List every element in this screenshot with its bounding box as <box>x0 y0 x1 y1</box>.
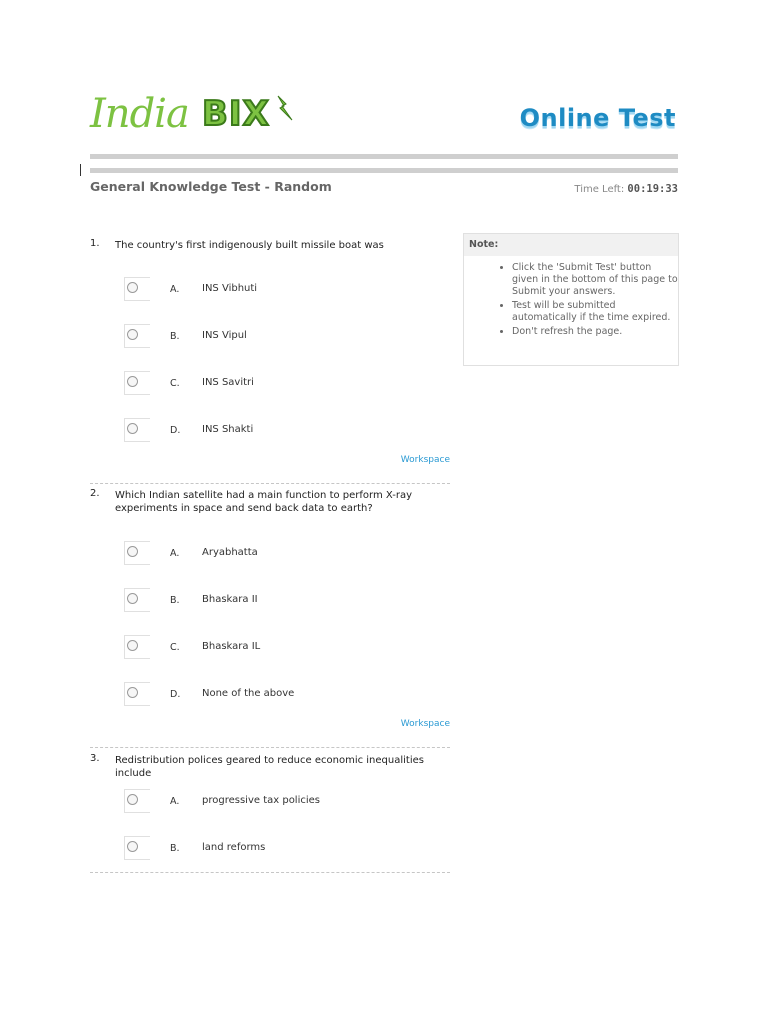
workspace-link[interactable]: Workspace <box>400 719 450 729</box>
question-2-option-c-radio[interactable] <box>124 635 150 659</box>
radio-icon <box>127 282 138 293</box>
logo-bix-text: BIX <box>202 94 270 134</box>
header-divider-top <box>90 154 678 159</box>
radio-icon <box>127 546 138 557</box>
option-letter: D. <box>170 689 181 700</box>
time-left-value: 00:19:33 <box>627 183 678 195</box>
note-item: • Don't refresh the page. <box>512 326 678 338</box>
radio-icon <box>127 687 138 698</box>
option-letter: B. <box>170 595 180 606</box>
question-3-option-b-radio[interactable] <box>124 836 150 860</box>
question-1-option-c-radio[interactable] <box>124 371 150 395</box>
option-letter: C. <box>170 378 180 389</box>
option-text: INS Savitri <box>202 377 254 388</box>
note-item: • Test will be submitted automatically if the time expired. <box>512 300 678 324</box>
radio-icon <box>127 329 138 340</box>
option-text: INS Shakti <box>202 424 254 435</box>
header-divider-bottom <box>90 168 678 173</box>
question-separator <box>90 747 450 748</box>
question-3-option-a-radio[interactable] <box>124 789 150 813</box>
question-1-option-d-radio[interactable] <box>124 418 150 442</box>
time-left <box>574 183 678 195</box>
radio-icon <box>127 794 138 805</box>
question-3-text: Redistribution polices geared to reduce economic inequalities include <box>115 755 424 779</box>
radio-icon <box>127 640 138 651</box>
option-text: Bhaskara IL <box>202 641 261 652</box>
option-letter: A. <box>170 796 180 807</box>
option-letter: A. <box>170 548 180 559</box>
question-3-number: 3. <box>90 753 100 764</box>
note-panel <box>463 233 679 366</box>
note-item: • Click the 'Submit Test' button given in the bottom of this page to Submit your answers. <box>512 262 678 298</box>
text-cursor <box>80 164 81 176</box>
online-test-title: Online Test <box>519 104 676 132</box>
question-2-option-d-radio[interactable] <box>124 682 150 706</box>
option-text: progressive tax policies <box>202 795 321 806</box>
time-left-label: Time Left: <box>574 184 625 195</box>
radio-icon <box>127 376 138 387</box>
question-1-text: The country's first indigenously built missile boat was <box>115 240 384 251</box>
option-letter: A. <box>170 284 180 295</box>
question-1-option-b-radio[interactable] <box>124 324 150 348</box>
option-letter: D. <box>170 425 181 436</box>
question-separator <box>90 872 450 873</box>
question-1-number: 1. <box>90 238 100 249</box>
note-title: Note: <box>464 234 678 256</box>
radio-icon <box>127 593 138 604</box>
question-2-option-b-radio[interactable] <box>124 588 150 612</box>
note-list <box>464 262 678 338</box>
question-separator <box>90 483 450 484</box>
question-2-number: 2. <box>90 488 100 499</box>
radio-icon <box>127 841 138 852</box>
option-letter: B. <box>170 331 180 342</box>
question-2-option-a-radio[interactable] <box>124 541 150 565</box>
lightning-icon <box>272 94 294 124</box>
workspace-link[interactable]: Workspace <box>400 455 450 465</box>
option-text: INS Vipul <box>202 330 247 341</box>
option-letter: B. <box>170 843 180 854</box>
option-text: INS Vibhuti <box>202 283 258 294</box>
option-text: None of the above <box>202 688 295 699</box>
logo-india-text: India <box>90 91 189 137</box>
option-text: Aryabhatta <box>202 547 258 558</box>
indiabix-logo <box>90 90 300 140</box>
option-text: Bhaskara II <box>202 594 258 605</box>
option-letter: C. <box>170 642 180 653</box>
radio-icon <box>127 423 138 434</box>
question-2-text: Which Indian satellite had a main function to perform X-ray experiments in space and send back data to earth? <box>115 490 413 514</box>
test-title: General Knowledge Test - Random <box>90 179 332 194</box>
question-1-option-a-radio[interactable] <box>124 277 150 301</box>
option-text: land reforms <box>202 842 266 853</box>
